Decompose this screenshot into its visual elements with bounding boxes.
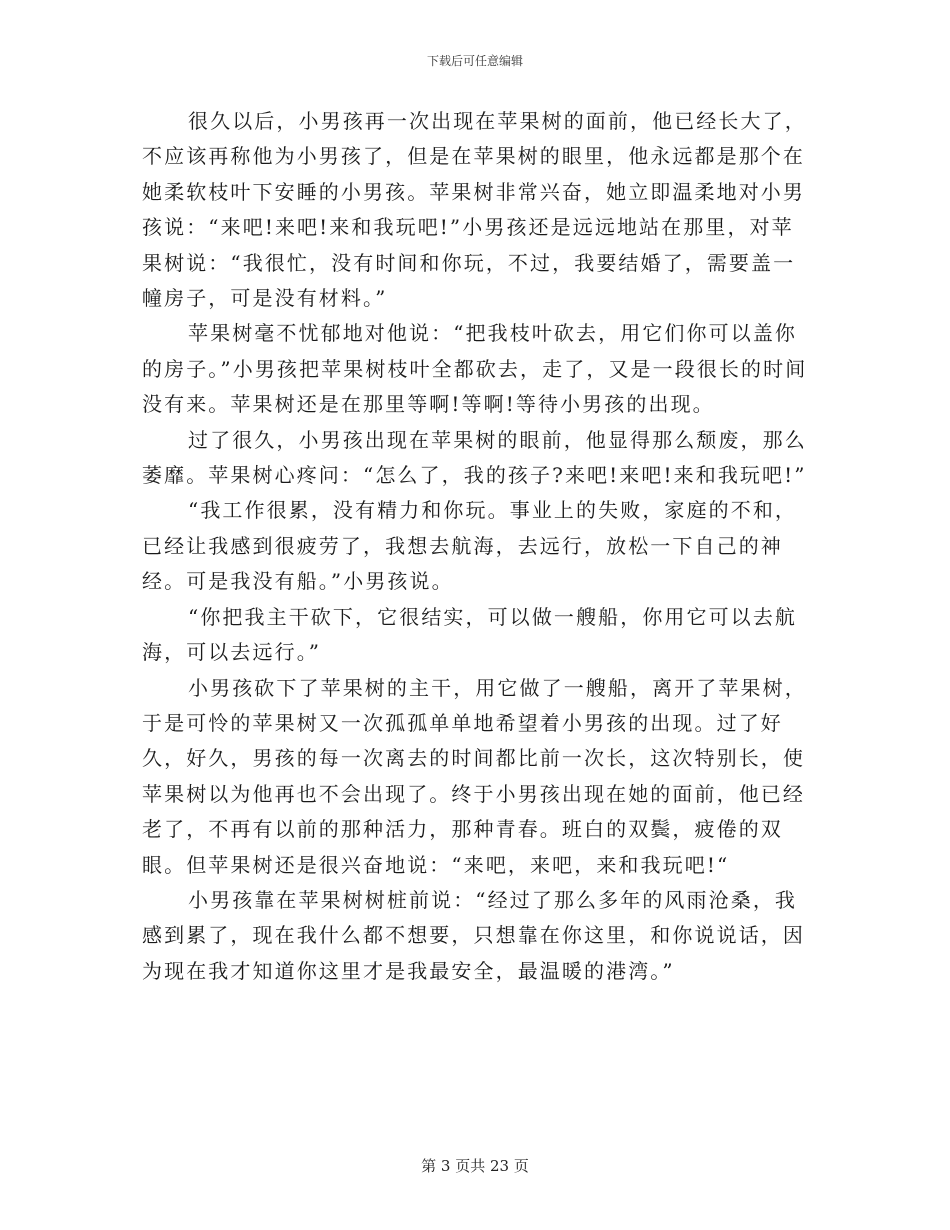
- page-header: 下载后可任意编辑: [426, 54, 523, 68]
- document-body: [142, 104, 812, 989]
- paragraph: 过了很久，小男孩出现在苹果树的眼前，他显得那么颓废，那么萎靡。苹果树心疼问：“怎么了，我的孩子?来吧!来吧!来和我玩吧!”: [142, 427, 807, 488]
- paragraph: 小男孩靠在苹果树树桩前说：“经过了那么多年的风雨沧桑，我感到累了，现在我什么都不想要，只想靠在你这里，和你说说话，因为现在我才知道你这里才是我最安全，最温暖的港湾。”: [142, 887, 805, 983]
- paragraph: 很久以后，小男孩再一次出现在苹果树的面前，他已经长大了，不应该再称他为小男孩了，但是在苹果树的眼里，他永远都是那个在她柔软枝叶下安睡的小男孩。苹果树非常兴奋，她立即温柔地对小男孩说：“来吧!来吧!来和我玩吧!”小男孩还是远远地站在那里，对苹果树说：“我很忙，没有时间和你玩，不过，我要结婚了，需要盖一幢房子，可是没有材料。”: [142, 109, 807, 311]
- paragraph: “你把我主干砍下，它很结实，可以做一艘船，你用它可以去航海，可以去远行。”: [142, 604, 798, 665]
- paragraph: 苹果树毫不忧郁地对他说：“把我枝叶砍去，用它们你可以盖你的房子。”小男孩把苹果树枝叶全都砍去，走了，又是一段很长的时间没有来。苹果树还是在那里等啊!等啊!等待小男孩的出现。: [142, 321, 808, 417]
- paragraph: 小男孩砍下了苹果树的主干，用它做了一艘船，离开了苹果树，于是可怜的苹果树又一次孤孤单单地希望着小男孩的出现。过了好久，好久，男孩的每一次离去的时间都比前一次长，这次特别长，使苹果树以为他再也不会出现了。终于小男孩出现在她的面前，他已经老了，不再有以前的那种活力，那种青春。班白的双鬓，疲倦的双眼。但苹果树还是很兴奋地说：“来吧，来吧，来和我玩吧!“: [142, 675, 807, 877]
- page-number: 第 3 页共 23 页: [421, 1157, 529, 1175]
- paragraph: “我工作很累，没有精力和你玩。事业上的失败，家庭的不和，已经让我感到很疲劳了，我想去航海，去远行，放松一下自己的神经。可是我没有船。”小男孩说。: [142, 498, 798, 594]
